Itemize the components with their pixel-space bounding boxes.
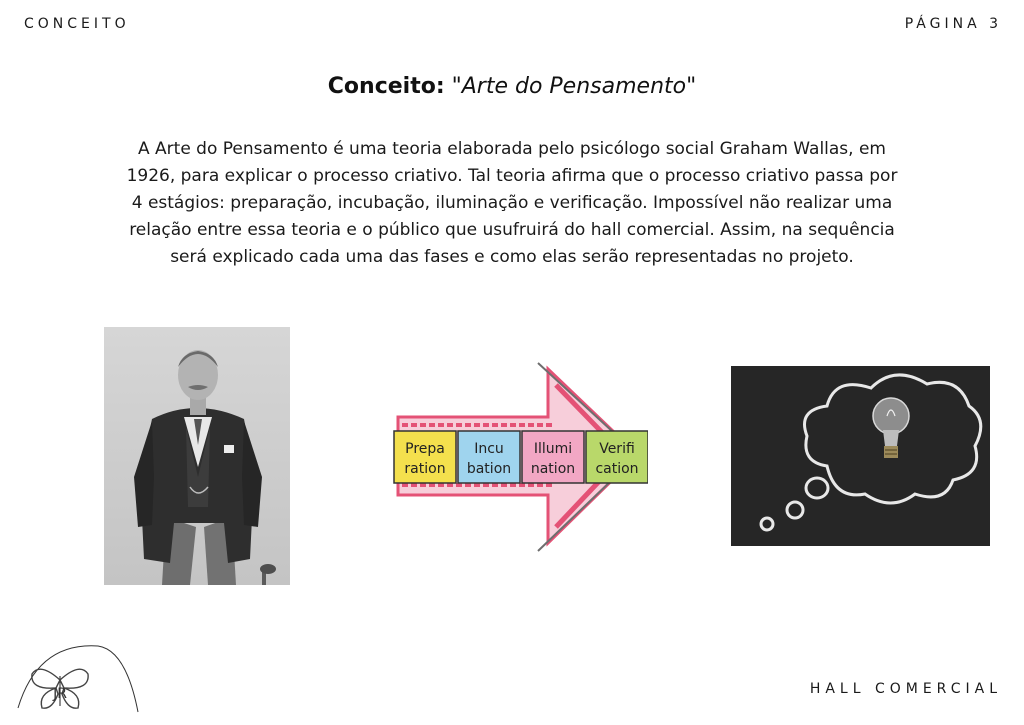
body-line: será explicado cada uma das fases e como elas serão representadas no projeto. [170, 247, 854, 267]
stage-label: Prepa [405, 441, 445, 457]
stage-label: ration [404, 461, 446, 477]
body-line: A Arte do Pensamento é uma teoria elaborada pelo psicólogo social Graham Wallas, em [138, 139, 886, 159]
stage-label: Incu [474, 441, 504, 457]
butterfly-logo [14, 632, 144, 724]
stage-box [394, 431, 456, 483]
stage-box [522, 431, 584, 483]
stage-label: nation [530, 461, 576, 477]
body-line: 4 estágios: preparação, incubação, iluminação e verificação. Impossível não realizar uma [131, 193, 893, 213]
stage-label: bation [466, 461, 512, 477]
section-label: CONCEITO [24, 16, 130, 32]
logo-monogram: JR [53, 686, 67, 702]
body-paragraph [72, 136, 952, 271]
title-quote-close: " [686, 74, 697, 99]
stage-box [458, 431, 520, 483]
stage-label: cation [595, 461, 639, 477]
graham-wallas-photo [104, 327, 290, 585]
title-quote-open: " [444, 74, 462, 99]
body-line: 1926, para explicar o processo criativo. Tal teoria afirma que o processo criativo passa por [126, 166, 898, 186]
creative-stages-diagram [388, 355, 648, 559]
page-title [0, 74, 1024, 99]
page-number: PÁGINA 3 [904, 16, 1002, 32]
light-bulb-thought-image [731, 366, 990, 546]
stage-label: Verifi [599, 441, 635, 457]
title-italic: Arte do Pensamento [461, 74, 687, 99]
body-line: relação entre essa teoria e o público que usufruirá do hall comercial. Assim, na sequência [129, 220, 895, 240]
stage-box [586, 431, 648, 483]
title-bold: Conceito: [327, 74, 445, 99]
project-name: HALL COMERCIAL [809, 681, 1002, 697]
stage-label: Illumi [533, 441, 573, 457]
